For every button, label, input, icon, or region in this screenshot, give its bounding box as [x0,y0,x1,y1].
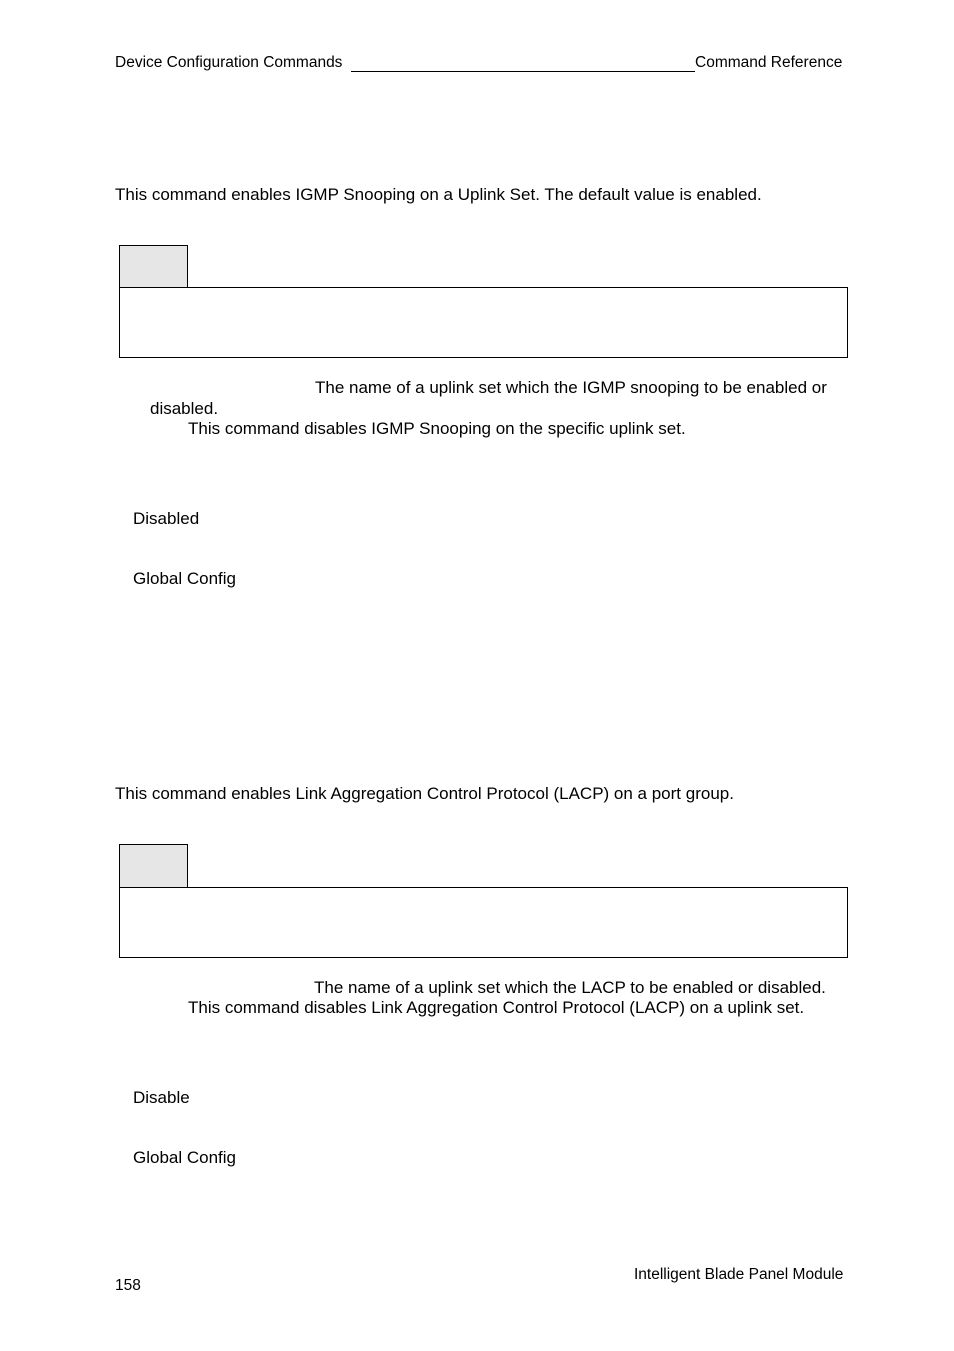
section-1-intro: This command enables IGMP Snooping on a Uplink Set. The default value is enabled. [115,185,762,204]
section-1-mode: Global Config [133,569,237,588]
section-2-param-desc: The name of a uplink set which the LACP to be enabled or disabled. [314,978,826,997]
section-2-no-form: This command disables Link Aggregation Control Protocol (LACP) on a uplink set. [188,998,805,1017]
section-2-format-box [119,887,848,958]
header-right: Command Reference [695,54,843,71]
section-2-intro: This command enables Link Aggregation Control Protocol (LACP) on a port group. [115,784,734,803]
section-1-param-desc-cont: disabled. [150,399,219,418]
section-1-format-box [119,287,848,358]
page-number: 158 [115,1277,141,1294]
section-1-format-tab [119,245,188,288]
section-2-default: Disable [133,1088,190,1107]
footer-product: Intelligent Blade Panel Module [634,1266,844,1283]
section-1-no-form: This command disables IGMP Snooping on the specific uplink set. [188,419,686,438]
header-rule [351,71,695,72]
section-1-default: Disabled [133,509,200,528]
section-1-param-desc: The name of a uplink set which the IGMP snooping to be enabled or [315,378,827,397]
section-2-format-tab [119,844,188,888]
section-2-mode: Global Config [133,1148,237,1167]
header-left: Device Configuration Commands [115,54,343,71]
